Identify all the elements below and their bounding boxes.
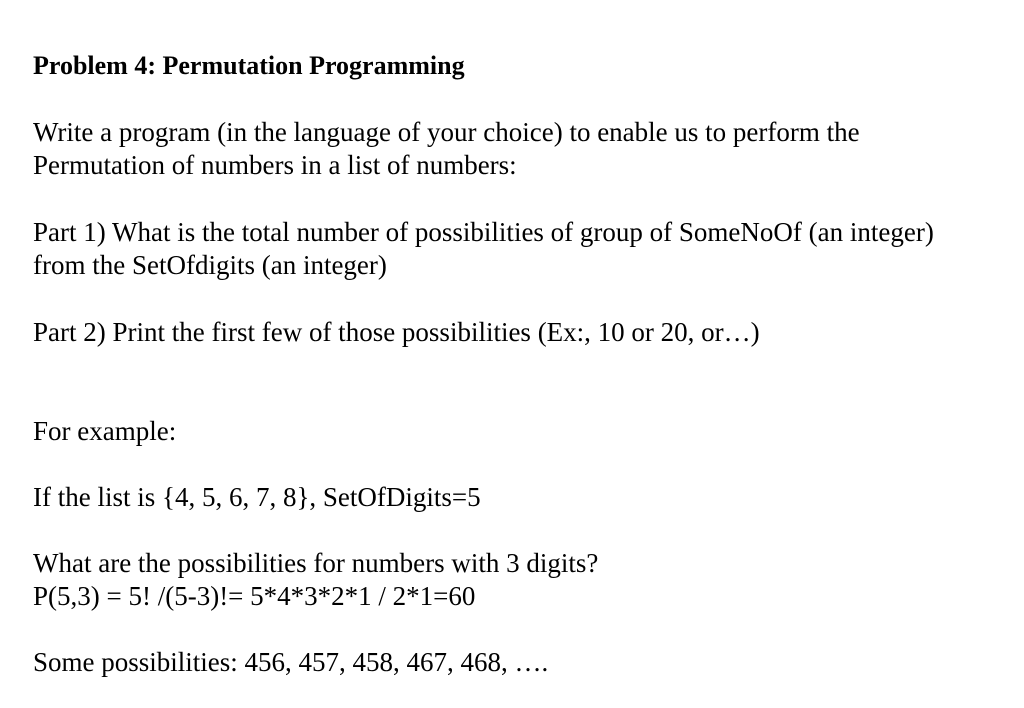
possibilities-text: Some possibilities: 456, 457, 458, 467, 468, …. xyxy=(33,647,549,677)
example-list: If the list is {4, 5, 6, 7, 8}, SetOfDigits=5 xyxy=(33,482,481,512)
part2-text: Part 2) Print the first few of those possibilities (Ex:, 10 or 20, or…) xyxy=(33,317,760,347)
intro-line-1: Write a program (in the language of your choice) to enable us to perform the xyxy=(33,117,860,147)
problem-title: Problem 4: Permutation Programming xyxy=(33,51,465,80)
formula-text: P(5,3) = 5! /(5-3)!= 5*4*3*2*1 / 2*1=60 xyxy=(33,581,476,611)
intro-line-2: Permutation of numbers in a list of numbers: xyxy=(33,150,517,180)
question-text: What are the possibilities for numbers with 3 digits? xyxy=(33,548,599,578)
example-heading: For example: xyxy=(33,416,177,446)
part1-line-2: from the SetOfdigits (an integer) xyxy=(33,250,387,280)
part1-line-1: Part 1) What is the total number of possibilities of group of SomeNoOf (an integer) xyxy=(33,217,934,247)
